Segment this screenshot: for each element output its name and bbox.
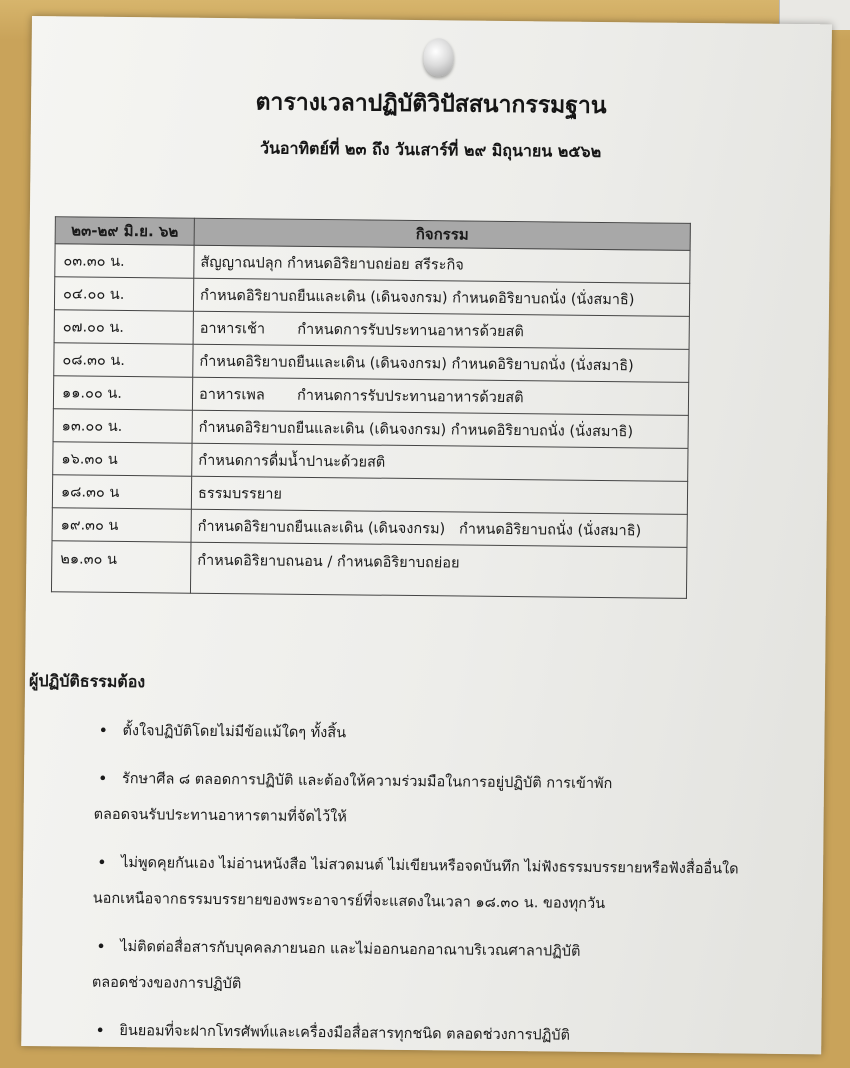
time-cell: ๑๓.๐๐ น. xyxy=(53,409,192,443)
rule-text: • ยินยอมที่จะฝากโทรศัพท์และเครื่องมือสื่อสารทุกชนิด ตลอดช่วงการปฏิบัติ xyxy=(119,1022,571,1044)
time-cell: ๑๖.๓๐ น xyxy=(53,442,192,476)
list-item xyxy=(94,713,814,757)
page-title: ตารางเวลาปฏิบัติวิปัสสนากรรมฐาน xyxy=(255,89,607,120)
rule-text: • ไม่พูดคุยกันเอง ไม่อ่านหนังสือ ไม่สวดมนต์ ไม่เขียนหรือจดบันทึก ไม่ฟังธรรมบรรยายหรือฟังสื่ออื่นใด xyxy=(121,854,739,878)
activity-cell: กำหนดอิริยาบถยืนและเดิน (เดินจงกรม) กำหนดอิริยาบถนั่ง (นั่งสมาธิ) xyxy=(191,509,687,547)
requirements-heading: ผู้ปฏิบัติธรรมต้อง xyxy=(28,671,146,692)
activity-cell: กำหนดอิริยาบถยืนและเดิน (เดินจงกรม) กำหนดอิริยาบถนั่ง (นั่งสมาธิ) xyxy=(192,410,688,448)
activity-cell: ธรรมบรรยาย xyxy=(191,476,687,514)
schedule-table xyxy=(51,216,691,599)
list-item xyxy=(93,761,814,841)
time-cell: ๐๗.๐๐ น. xyxy=(54,310,193,344)
header-date-range: ๒๓-๒๙ มิ.ย. ๖๒ xyxy=(55,217,194,245)
time-cell: ๑๘.๓๐ น xyxy=(52,475,191,509)
rule-text-continued: ตลอดจนรับประทานอาหารตามที่จัดไว้ให้ xyxy=(93,806,347,826)
time-cell: ๐๔.๐๐ น. xyxy=(54,277,193,311)
table-row xyxy=(51,541,686,599)
time-cell: ๑๙.๓๐ น xyxy=(52,508,191,542)
time-cell: ๐๓.๓๐ น. xyxy=(55,244,194,278)
header-activity: กิจกรรม xyxy=(194,218,690,250)
time-cell: ๒๑.๓๐ น xyxy=(51,541,191,593)
time-cell: ๑๑.๐๐ น. xyxy=(53,376,192,410)
list-item xyxy=(93,845,814,925)
list-item xyxy=(92,929,813,1009)
push-pin-icon xyxy=(423,38,453,76)
rule-text: • รักษาศีล ๘ ตลอดการปฏิบัติ และต้องให้ความร่วมมือในการอยู่ปฏิบัติ การเข้าพัก xyxy=(121,770,613,793)
time-cell: ๐๘.๓๐ น. xyxy=(54,343,193,377)
activity-cell: กำหนดอิริยาบถนอน / กำหนดอิริยาบถย่อย xyxy=(190,542,687,598)
rule-text-continued: ตลอดช่วงของการปฏิบัติ xyxy=(91,974,242,993)
activity-cell: อาหารเพล กำหนดการรับประทานอาหารด้วยสติ xyxy=(192,377,688,415)
activity-cell: กำหนดอิริยาบถยืนและเดิน (เดินจงกรม) กำหนดอิริยาบถนั่ง (นั่งสมาธิ) xyxy=(193,278,689,316)
activity-cell: กำหนดอิริยาบถยืนและเดิน (เดินจงกรม) กำหนดอิริยาบถนั่ง (นั่งสมาธิ) xyxy=(193,344,689,382)
activity-cell: กำหนดการดื่มน้ำปานะด้วยสติ xyxy=(192,443,688,481)
page-subtitle: วันอาทิตย์ที่ ๒๓ ถึง วันเสาร์ที่ ๒๙ มิถุนายน ๒๕๖๒ xyxy=(259,138,602,161)
requirements-list xyxy=(91,713,815,1068)
list-item xyxy=(91,1013,811,1057)
activity-cell: สัญญาณปลุก กำหนดอิริยาบถย่อย สรีระกิจ xyxy=(194,245,690,283)
rule-text-continued: นอกเหนือจากธรรมบรรยายของพระอาจารย์ที่จะแสดงในเวลา ๑๘.๓๐ น. ของทุกวัน xyxy=(92,890,606,913)
rule-text: • ตั้งใจปฏิบัติโดยไม่มีข้อแม้ใดๆ ทั้งสิ้น xyxy=(122,722,347,742)
rule-text: • ไม่ติดต่อสื่อสารกับบุคคลภายนอก และไม่ออกนอกอาณาบริเวณศาลาปฏิบัติ xyxy=(120,938,581,960)
notice-paper xyxy=(21,16,832,1054)
activity-cell: อาหารเช้า กำหนดการรับประทานอาหารด้วยสติ xyxy=(193,311,689,349)
